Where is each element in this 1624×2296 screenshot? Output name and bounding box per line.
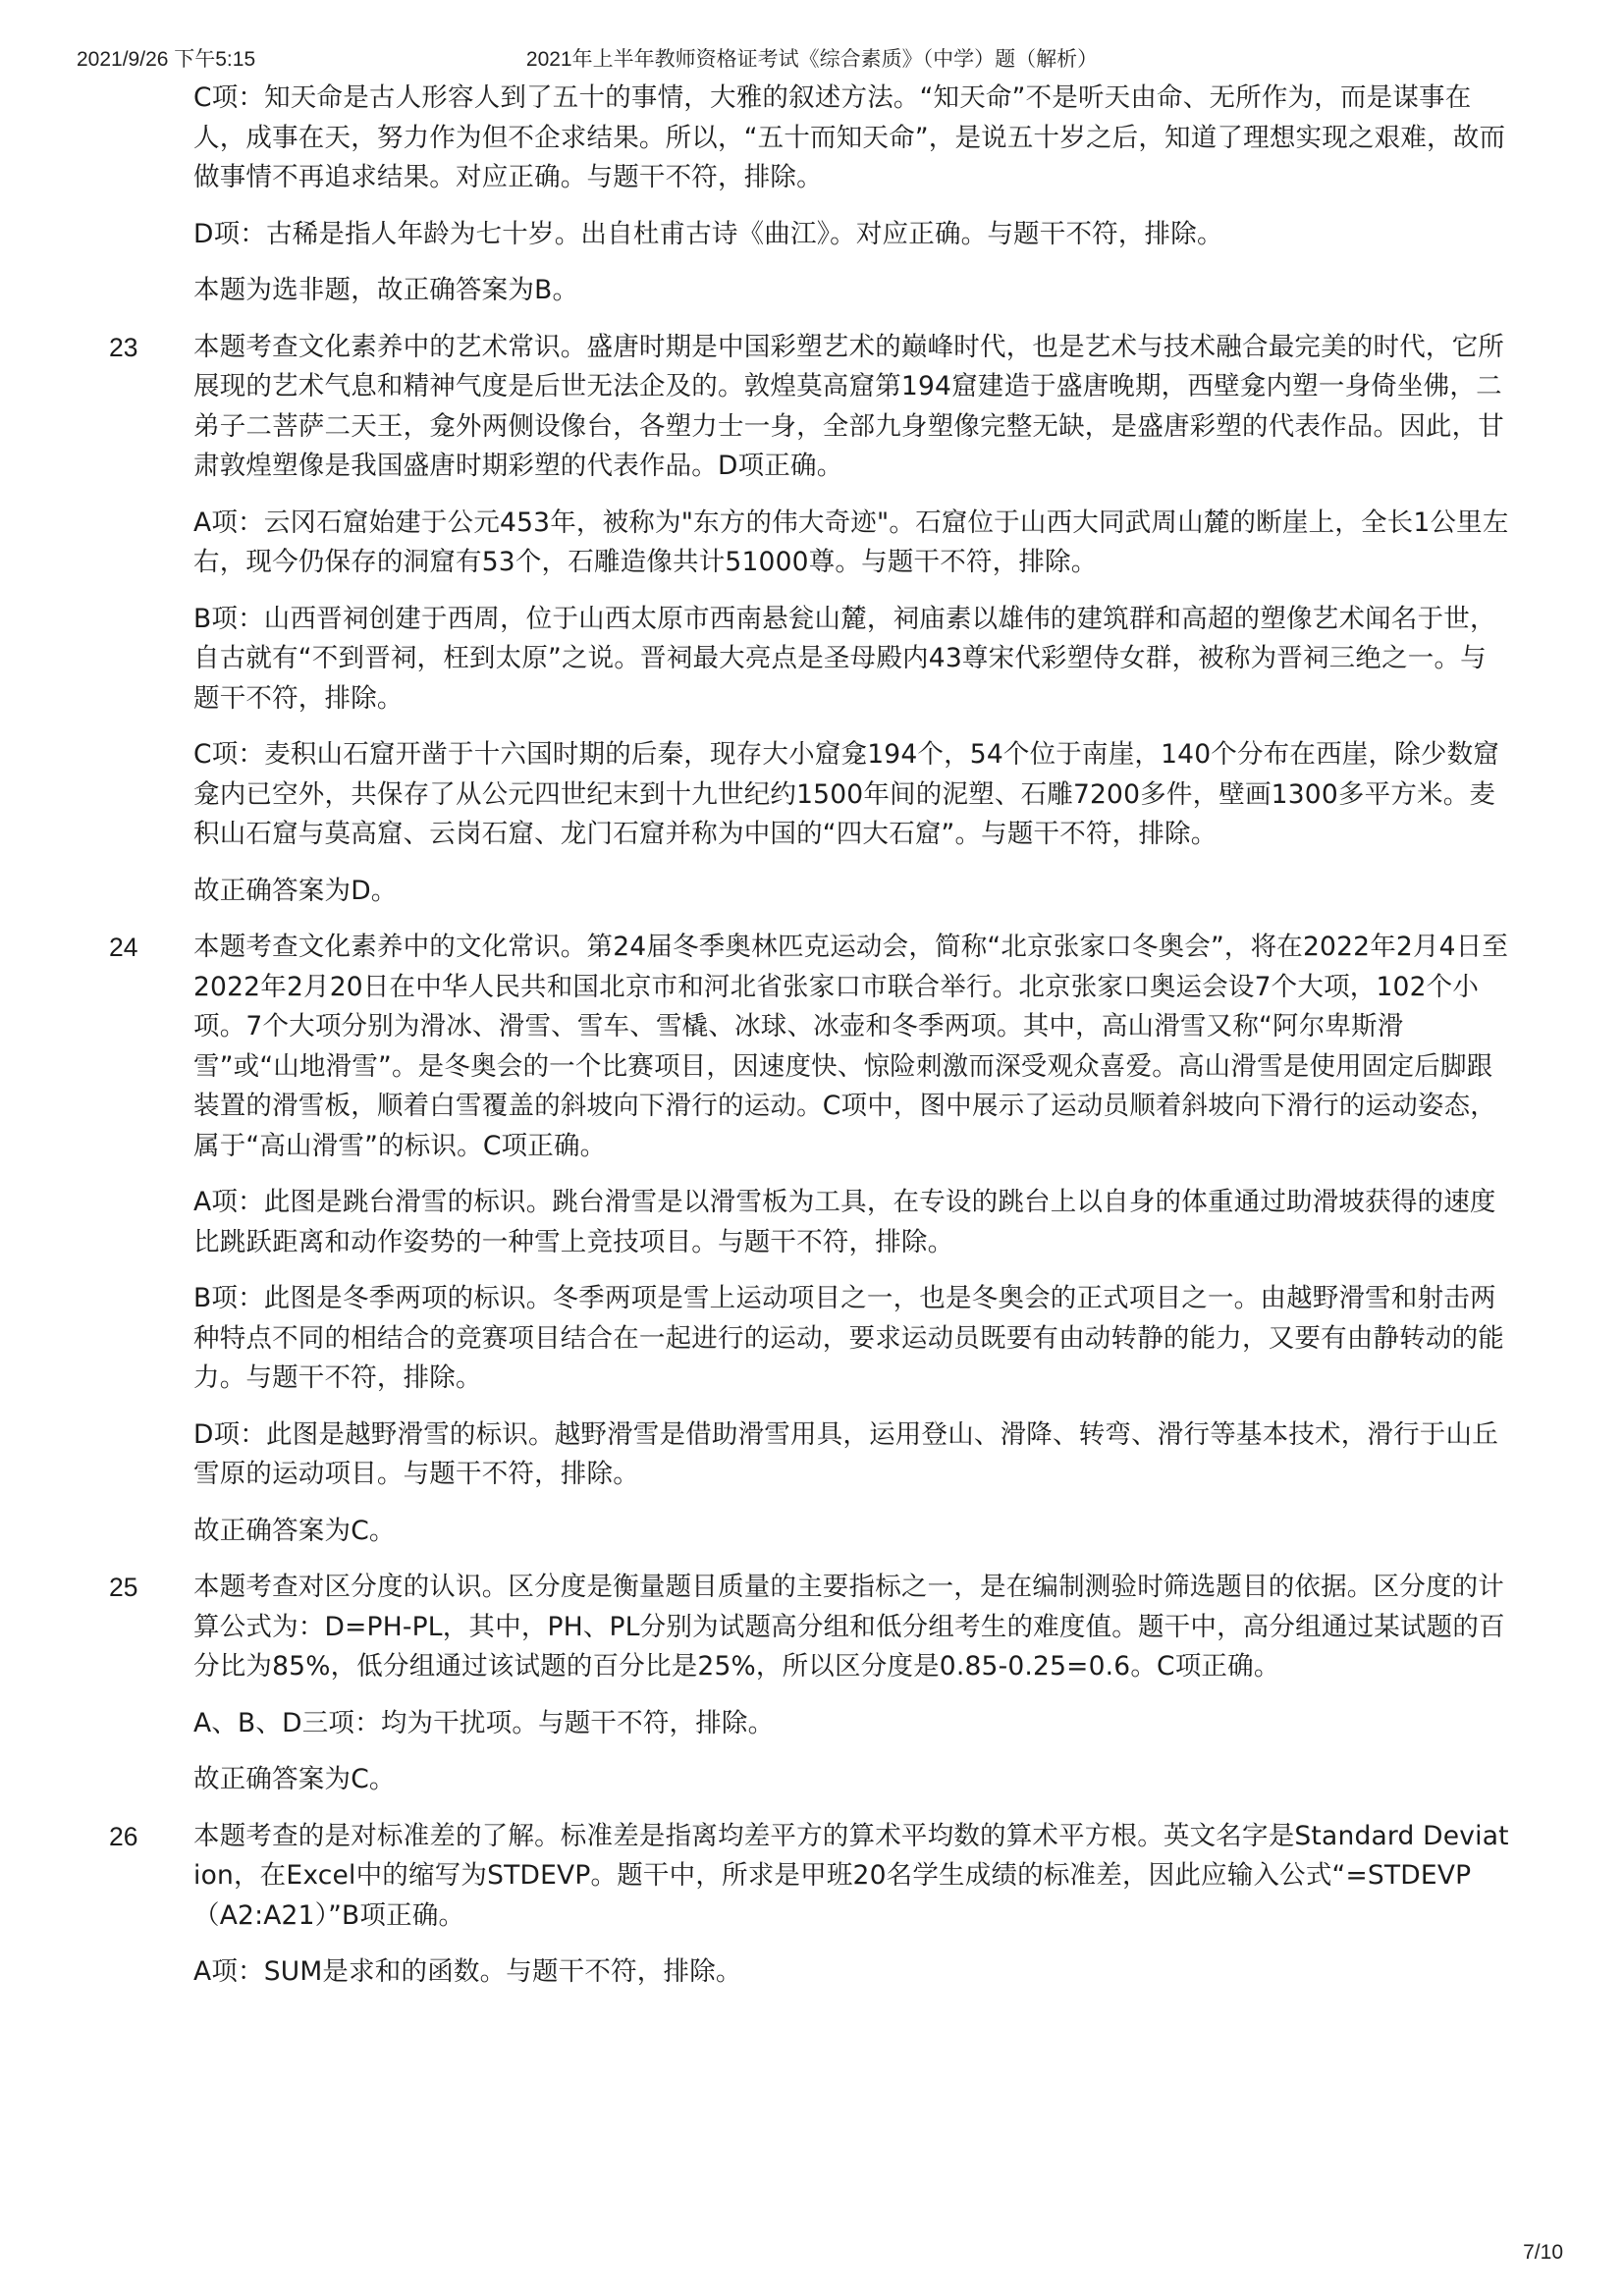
question-number: 24 [109,933,138,962]
intro-block [193,79,1509,311]
question-number: 26 [109,1821,138,1851]
paragraph: A、B、D三项：均为干扰项。与题干不符，排除。 [193,1707,775,1738]
question-23 [109,328,1509,912]
paragraph: A项：此图是跳台滑雪的标识。跳台滑雪是以滑雪板为工具，在专设的跳台上以自身的体重通过助滑坡获得的速度比跳跃距离和动作姿势的一种雪上竞技项目。与题干不符，排除。 [193,1187,1496,1257]
paragraph: A项：SUM是求和的函数。与题干不符，排除。 [193,1956,742,1987]
paragraph: 本题考查文化素养中的艺术常识。盛唐时期是中国彩塑艺术的巅峰时代，也是艺术与技术融合最完美的时代，它所展现的艺术气息和精神气度是后世无法企及的。敦煌莫高窟第194窟建造于盛唐晚期，西壁龛内塑一身倚坐佛，二弟子二菩萨二天王，龛外两侧设像台，各塑力士一身，全部九身塑像完整无缺，是盛唐彩塑的代表作品。因此，甘肃敦煌塑像是我国盛唐时期彩塑的代表作品。D项正确。 [193,331,1504,481]
paragraph: 本题为选非题，故正确答案为B。 [193,275,579,305]
question-25 [109,1568,1509,1800]
answer-explanations [109,79,1509,2009]
paragraph: 本题考查的是对标准差的了解。标准差是指离均差平方的算术平均数的算术平方根。英文名字是Standard Deviation，在Excel中的缩写为STDEVP。题干中，所求是甲班20名学生成绩的标准差，因此应输入公式“=STDEVP（A2:A21）”B项正确。 [193,1820,1509,1931]
question-number: 23 [109,332,138,362]
paragraph: C项：麦积山石窟开凿于十六国时期的后秦，现存大小窟龛194个，54个位于南崖，140个分布在西崖，除少数窟龛内已空外，共保存了从公元四世纪末到十九世纪约1500年间的泥塑、石雕7200多件，壁画1300多平方米。麦积山石窟与莫高窟、云岗石窟、龙门石窟并称为中国的“四大石窟”。与题干不符，排除。 [193,739,1499,849]
paragraph: D项：古稀是指人年龄为七十岁。出自杜甫古诗《曲江》。对应正确。与题干不符，排除。 [193,218,1223,249]
paragraph: C项：知天命是古人形容人到了五十的事情，大雅的叙述方法。“知天命”不是听天由命、无所作为，而是谋事在人，成事在天，努力作为但不企求结果。所以，“五十而知天命”，是说五十岁之后，知道了理想实现之艰难，故而做事情不再追求结果。对应正确。与题干不符，排除。 [193,82,1506,192]
paragraph: A项：云冈石窟始建于公元453年，被称为"东方的伟大奇迹"。石窟位于山西大同武周山麓的断崖上，全长1公里左右，现今仍保存的洞窟有53个，石雕造像共计51000尊。与题干不符，排除。 [193,507,1509,577]
paragraph: 故正确答案为C。 [193,1515,396,1546]
question-number: 25 [109,1573,138,1602]
paragraph: 本题考查对区分度的认识。区分度是衡量题目质量的主要指标之一，是在编制测验时筛选题目的依据。区分度的计算公式为：D=PH-PL，其中，PH、PL分别为试题高分组和低分组考生的难度值。题干中，高分组通过某试题的百分比为85%，低分组通过该试题的百分比是25%，所以区分度是0.85-0.25=0.6。C项正确。 [193,1572,1505,1682]
document-title: 2021年上半年教师资格证考试《综合素质》（中学）题（解析） [525,48,1099,71]
paragraph: B项：此图是冬季两项的标识。冬季两项是雪上运动项目之一，也是冬奥会的正式项目之一。由越野滑雪和射击两种特点不同的相结合的竞赛项目结合在一起进行的运动，要求运动员既要有由动转静的能力，又要有由静转动的能力。与题干不符，排除。 [193,1283,1504,1393]
print-datetime: 2021/9/26 下午5:15 [77,48,256,71]
paragraph: B项：山西晋祠创建于西周，位于山西太原市西南悬瓮山麓，祠庙素以雄伟的建筑群和高超的塑像艺术闻名于世，自古就有“不到晋祠，枉到太原”之说。晋祠最大亮点是圣母殿内43尊宋代彩塑侍女群，被称为晋祠三绝之一。与题干不符，排除。 [193,603,1496,714]
question-26 [109,1817,1509,1993]
paragraph: 故正确答案为D。 [193,875,398,906]
paragraph: D项：此图是越野滑雪的标识。越野滑雪是借助滑雪用具，运用登山、滑降、转弯、滑行等基本技术，滑行于山丘雪原的运动项目。与题干不符，排除。 [193,1418,1498,1489]
question-24 [109,928,1509,1551]
paragraph: 故正确答案为C。 [193,1764,396,1794]
page-number: 7/10 [1523,2241,1563,2264]
paragraph: 本题考查文化素养中的文化常识。第24届冬季奥林匹克运动会，简称“北京张家口冬奥会”，将在2022年2月4日至2022年2月20日在中华人民共和国北京市和河北省张家口市联合举行。北京张家口奥运会设7个大项，102个小项。7个大项分别为滑冰、滑雪、雪车、雪橇、冰球、冰壶和冬季两项。其中，高山滑雪又称“阿尔卑斯滑雪”或“山地滑雪”。是冬奥会的一个比赛项目，因速度快、惊险刺激而深受观众喜爱。高山滑雪是使用固定后脚跟装置的滑雪板，顺着白雪覆盖的斜坡向下滑行的运动。C项中，图中展示了运动员顺着斜坡向下滑行的运动姿态，属于“高山滑雪”的标识。C项正确。 [193,932,1509,1161]
